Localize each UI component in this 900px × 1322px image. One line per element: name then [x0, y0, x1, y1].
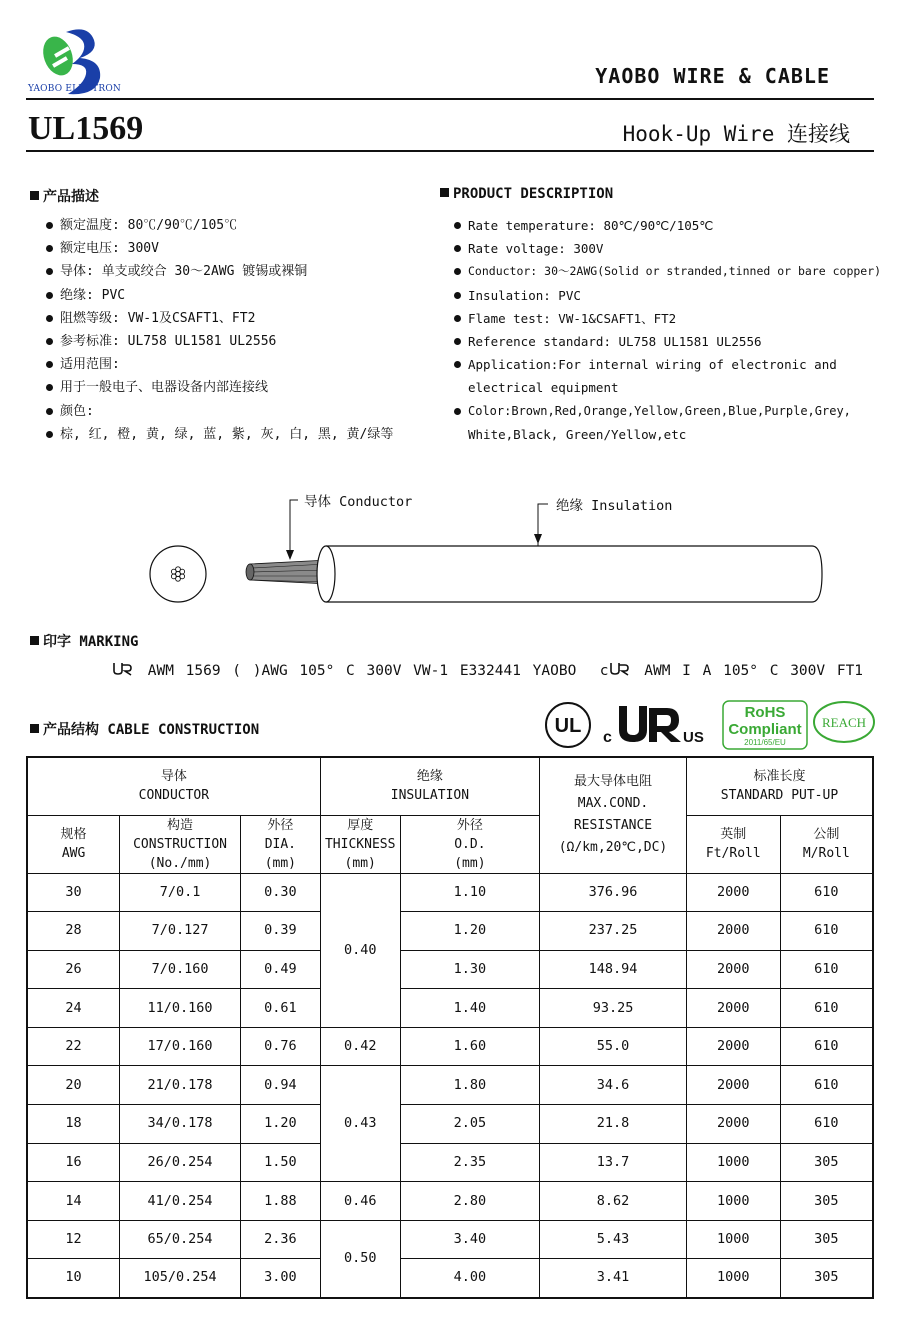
cell-ft: 2000 [686, 1066, 780, 1105]
cell-od: 2.35 [400, 1143, 539, 1182]
list-item: Reference standard: UL758 UL1581 UL2556 [452, 330, 882, 353]
insulation-label: 绝缘 Insulation [556, 498, 673, 514]
cell-construction: 11/0.160 [120, 989, 241, 1028]
header-putup: 标准长度 STANDARD PUT-UP [686, 757, 873, 815]
cell-od: 1.30 [400, 950, 539, 989]
cell-thickness: 0.46 [320, 1182, 400, 1221]
cell-ft: 2000 [686, 950, 780, 989]
logo-text: YAOBO ELECTRON [28, 84, 121, 94]
cell-awg: 16 [27, 1143, 120, 1182]
cell-dia: 0.94 [240, 1066, 320, 1105]
cell-construction: 7/0.160 [120, 950, 241, 989]
table-row [27, 1066, 873, 1105]
table-row [27, 1259, 873, 1298]
list-item: 参考标准: UL758 UL1581 UL2556 [44, 330, 444, 353]
cell-dia: 0.76 [240, 1027, 320, 1066]
cell-m: 610 [780, 1066, 873, 1105]
list-item: Conductor: 30～2AWG(Solid or stranded,tinned or bare copper) [452, 260, 882, 283]
header-insulation: 绝缘 INSULATION [320, 757, 539, 815]
header-resistance: 最大导体电阻 MAX.COND. RESISTANCE (Ω/km,20℃,DC) [540, 757, 687, 873]
cell-od: 1.80 [400, 1066, 539, 1105]
square-bullet-icon [30, 724, 39, 733]
c-prefix: c [599, 663, 609, 679]
cell-m: 610 [780, 912, 873, 951]
list-item: Application:For internal wiring of electronic and [452, 353, 882, 376]
table-row [27, 1143, 873, 1182]
cell-resistance: 13.7 [540, 1143, 687, 1182]
description-cn-list [44, 214, 444, 446]
list-item: Rate voltage: 300V [452, 237, 882, 260]
table-row [27, 1220, 873, 1259]
cell-resistance: 34.6 [540, 1066, 687, 1105]
cell-construction: 17/0.160 [120, 1027, 241, 1066]
cell-m: 610 [780, 1105, 873, 1144]
cell-thickness: 0.50 [320, 1220, 400, 1297]
cell-ft: 2000 [686, 1027, 780, 1066]
header-construction: 构造 CONSTRUCTION (No./mm) [120, 815, 241, 873]
marking-heading: 印字 MARKING [30, 631, 138, 651]
cell-construction: 21/0.178 [120, 1066, 241, 1105]
header-rule-bottom [26, 150, 874, 152]
cell-od: 3.40 [400, 1220, 539, 1259]
cell-awg: 14 [27, 1182, 120, 1221]
insulation-body [326, 546, 822, 602]
cell-m: 305 [780, 1143, 873, 1182]
header-conductor: 导体 CONDUCTOR [27, 757, 320, 815]
cell-awg: 18 [27, 1105, 120, 1144]
cell-construction: 7/0.127 [120, 912, 241, 951]
cell-ft: 1000 [686, 1259, 780, 1298]
model-title: UL1569 [28, 110, 144, 147]
svg-text:RoHS: RoHS [744, 704, 786, 721]
list-item: 适用范围: [44, 353, 444, 376]
cell-construction: 65/0.254 [120, 1220, 241, 1259]
cell-dia: 1.20 [240, 1105, 320, 1144]
table-row [27, 873, 873, 912]
cell-thickness: 0.43 [320, 1066, 400, 1182]
square-bullet-icon [440, 188, 449, 197]
cell-awg: 26 [27, 950, 120, 989]
conductor-leader [290, 500, 298, 552]
cell-resistance: 148.94 [540, 950, 687, 989]
cell-ft: 1000 [686, 1220, 780, 1259]
cell-od: 2.05 [400, 1105, 539, 1144]
cur-c-text: c [603, 729, 612, 746]
cell-resistance: 8.62 [540, 1182, 687, 1221]
svg-text:2011/65/EU: 2011/65/EU [744, 738, 786, 747]
cell-m: 305 [780, 1182, 873, 1221]
list-item: 绝缘: PVC [44, 284, 444, 307]
ur-recognized-icon [112, 662, 136, 676]
cell-m: 610 [780, 989, 873, 1028]
cell-m: 610 [780, 873, 873, 912]
list-item: 用于一般电子、电器设备内部连接线 [44, 376, 444, 399]
cell-awg: 28 [27, 912, 120, 951]
description-en-heading: PRODUCT DESCRIPTION [440, 186, 613, 202]
cell-od: 1.20 [400, 912, 539, 951]
reach-icon [812, 700, 876, 744]
cell-construction: 26/0.254 [120, 1143, 241, 1182]
cell-construction: 34/0.178 [120, 1105, 241, 1144]
list-item: Rate temperature: 80℃/90℃/105℃ [452, 214, 882, 237]
company-name: YAOBO WIRE & CABLE [595, 64, 830, 88]
table-row [27, 989, 873, 1028]
list-item: 颜色: [44, 400, 444, 423]
cell-m: 610 [780, 1027, 873, 1066]
product-subtitle: Hook-Up Wire 连接线 [622, 122, 850, 146]
cell-ft: 2000 [686, 912, 780, 951]
list-item: 棕, 红, 橙, 黄, 绿, 蓝, 紫, 灰, 白, 黑, 黄/绿等 [44, 423, 444, 446]
cell-awg: 10 [27, 1259, 120, 1298]
table-row [27, 912, 873, 951]
cell-thickness: 0.42 [320, 1027, 400, 1066]
cell-resistance: 376.96 [540, 873, 687, 912]
square-bullet-icon [30, 191, 39, 200]
cell-m: 610 [780, 950, 873, 989]
marking-text: AWM 1569 ( )AWG 105° C 300V VW-1 E332441 YAOBO c AWM I A 105° C 300V FT1 [112, 662, 863, 679]
description-en-list [452, 214, 882, 446]
header-ft: 英制 Ft/Roll [686, 815, 780, 873]
list-item: 阻燃等级: VW-1及CSAFT1、FT2 [44, 307, 444, 330]
cell-dia: 0.30 [240, 873, 320, 912]
header-dia: 外径 DIA. (mm) [240, 815, 320, 873]
cell-awg: 12 [27, 1220, 120, 1259]
cell-m: 305 [780, 1220, 873, 1259]
cell-ft: 1000 [686, 1182, 780, 1221]
cell-dia: 2.36 [240, 1220, 320, 1259]
cell-awg: 20 [27, 1066, 120, 1105]
ul-logo-text: UL [554, 715, 582, 737]
cell-dia: 3.00 [240, 1259, 320, 1298]
cell-od: 1.60 [400, 1027, 539, 1066]
cell-dia: 1.88 [240, 1182, 320, 1221]
cell-ft: 1000 [686, 1143, 780, 1182]
cell-construction: 41/0.254 [120, 1182, 241, 1221]
conductor-label: 导体 Conductor [304, 494, 413, 510]
svg-text:REACH: REACH [821, 715, 867, 730]
cell-dia: 0.61 [240, 989, 320, 1028]
svg-text:Compliant: Compliant [728, 721, 802, 738]
cell-thickness: 0.40 [320, 873, 400, 1027]
square-bullet-icon [30, 636, 39, 645]
ul-listed-icon [543, 700, 593, 750]
cell-dia: 0.39 [240, 912, 320, 951]
cell-awg: 22 [27, 1027, 120, 1066]
rohs-compliant-icon [722, 700, 808, 750]
cell-awg: 30 [27, 873, 120, 912]
table-row [27, 1105, 873, 1144]
description-cn-heading: 产品描述 [30, 186, 99, 206]
list-item: Insulation: PVC [452, 284, 882, 307]
wire-diagram [140, 480, 840, 620]
table-row [27, 1182, 873, 1221]
header-thickness: 厚度 THICKNESS (mm) [320, 815, 400, 873]
ur-recognized-icon [609, 662, 633, 676]
cell-ft: 2000 [686, 1105, 780, 1144]
cur-us-icon [601, 702, 713, 748]
list-item: electrical equipment [468, 380, 619, 396]
list-item: Color:Brown,Red,Orange,Yellow,Green,Blue,Purple,Grey, [452, 400, 882, 423]
cell-awg: 24 [27, 989, 120, 1028]
cell-resistance: 5.43 [540, 1220, 687, 1259]
cell-resistance: 237.25 [540, 912, 687, 951]
cell-resistance: 3.41 [540, 1259, 687, 1298]
cell-dia: 0.49 [240, 950, 320, 989]
construction-table [26, 756, 874, 1299]
list-item: 额定电压: 300V [44, 237, 444, 260]
table-row [27, 950, 873, 989]
cell-od: 2.80 [400, 1182, 539, 1221]
cell-construction: 7/0.1 [120, 873, 241, 912]
cell-m: 305 [780, 1259, 873, 1298]
cur-us-text: US [683, 729, 704, 746]
cell-od: 4.00 [400, 1259, 539, 1298]
cell-od: 1.10 [400, 873, 539, 912]
cell-resistance: 55.0 [540, 1027, 687, 1066]
header-m: 公制 M/Roll [780, 815, 873, 873]
cell-dia: 1.50 [240, 1143, 320, 1182]
list-item: White,Black, Green/Yellow,etc [468, 426, 687, 442]
cell-ft: 2000 [686, 989, 780, 1028]
cell-resistance: 93.25 [540, 989, 687, 1028]
header-od: 外径 O.D. (mm) [400, 815, 539, 873]
list-item: 额定温度: 80℃/90℃/105℃ [44, 214, 444, 237]
construction-heading: 产品结构 CABLE CONSTRUCTION [30, 719, 259, 739]
cell-construction: 105/0.254 [120, 1259, 241, 1298]
header-awg: 规格 AWG [27, 815, 120, 873]
list-item: 导体: 单支或绞合 30～2AWG 镀锡或裸铜 [44, 260, 444, 283]
cross-section-icon [150, 546, 206, 602]
list-item: Flame test: VW-1&CSAFT1、FT2 [452, 307, 882, 330]
cell-ft: 2000 [686, 873, 780, 912]
table-row [27, 1027, 873, 1066]
header-rule-top [26, 98, 874, 100]
cell-od: 1.40 [400, 989, 539, 1028]
cell-resistance: 21.8 [540, 1105, 687, 1144]
